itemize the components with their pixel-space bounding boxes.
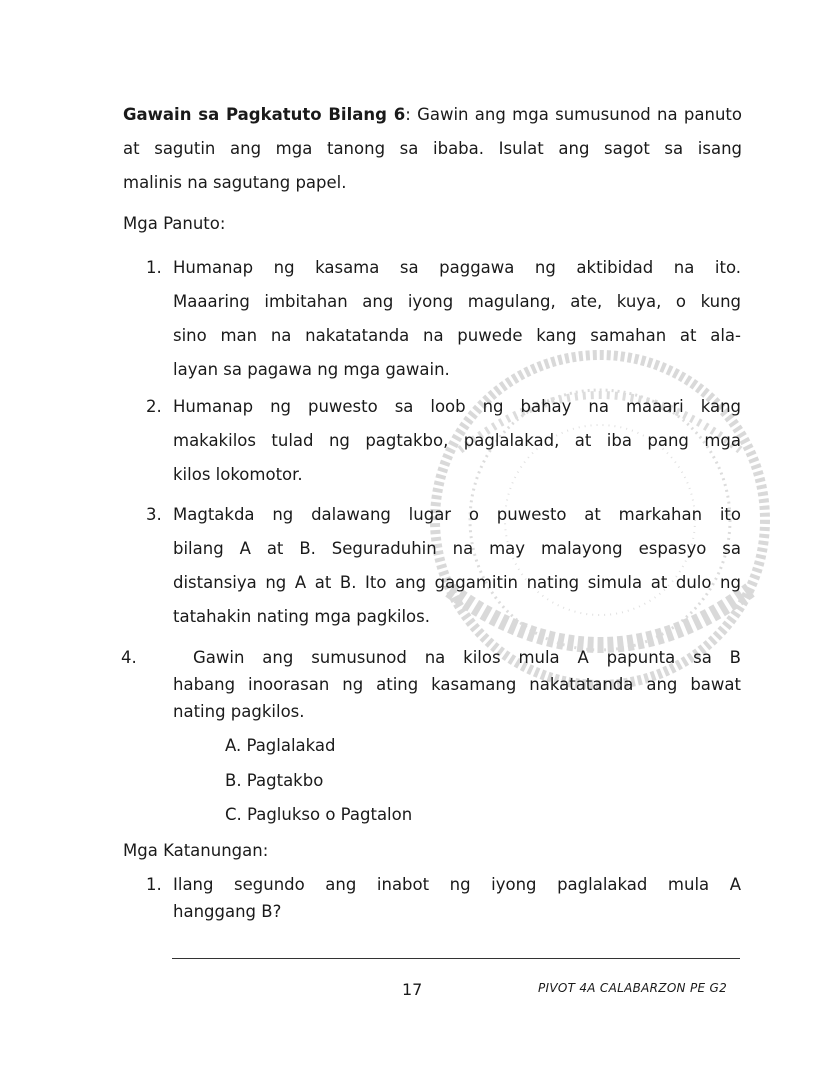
panuto-4-number: 4. (121, 648, 137, 667)
panuto-4-line: Gawin ang sumusunod na kilos mula A papunta sa B (193, 648, 741, 667)
intro-line-1: : Gawin ang mga sumusunod na panuto (405, 105, 742, 124)
answer-line (172, 958, 740, 959)
question-1-line: Ilang segundo ang inabot ng iyong paglalakad mula A (173, 875, 741, 894)
panuto-1-line: Humanap ng kasama sa paggawa ng aktibidad na ito. (173, 258, 741, 277)
panuto-4-line: nating pagkilos. (173, 702, 305, 721)
panuto-3-line: distansiya ng A at B. Ito ang gagamitin nating simula at dulo ng (173, 573, 741, 592)
intro-line-3: malinis na sagutang papel. (123, 173, 347, 192)
panuto-3-number: 3. (146, 505, 162, 524)
panuto-2-line: makakilos tulad ng pagtakbo, paglalakad, at iba pang mga (173, 431, 741, 450)
panuto-2-number: 2. (146, 397, 162, 416)
question-1-text (173, 871, 741, 925)
panuto-2-line: kilos lokomotor. (173, 465, 303, 484)
panuto-4-text (173, 644, 741, 725)
page-number: 17 (402, 980, 423, 999)
panuto-3-line: Magtakda ng dalawang lugar o puwesto at markahan ito (173, 505, 741, 524)
question-1-number: 1. (146, 875, 162, 894)
question-1-line: hanggang B? (173, 902, 282, 921)
panuto-2-line: Humanap ng puwesto sa loob ng bahay na maaari kang (173, 397, 741, 416)
activity-title: Gawain sa Pagkatuto Bilang 6 (123, 105, 406, 124)
panuto-3-line: bilang A at B. Seguraduhin na may malayong espasyo sa (173, 539, 741, 558)
kilos-item-b: B. Pagtakbo (225, 771, 324, 790)
intro-line-2: at sagutin ang mga tanong sa ibaba. Isulat ang sagot sa isang (123, 139, 742, 158)
panuto-1-text (173, 251, 741, 387)
kilos-item-c: C. Paglukso o Pagtalon (225, 805, 413, 824)
panuto-2-text (173, 390, 741, 492)
panuto-3-text (173, 498, 741, 634)
intro-paragraph (123, 98, 742, 200)
panuto-1-number: 1. (146, 258, 162, 277)
panuto-3-line: tatahakin nating mga pagkilos. (173, 607, 430, 626)
footer-tag: PIVOT 4A CALABARZON PE G2 (538, 981, 728, 995)
panuto-1-line: layan sa pagawa ng mga gawain. (173, 360, 450, 379)
panuto-heading: Mga Panuto: (123, 214, 226, 233)
panuto-4-line: habang inoorasan ng ating kasamang nakatatanda ang bawat (173, 675, 741, 694)
panuto-1-line: sino man na nakatatanda na puwede kang samahan at ala- (173, 326, 741, 345)
panuto-1-line: Maaaring imbitahan ang iyong magulang, ate, kuya, o kung (173, 292, 741, 311)
kilos-item-a: A. Paglalakad (225, 736, 336, 755)
katanungan-heading: Mga Katanungan: (123, 841, 269, 860)
